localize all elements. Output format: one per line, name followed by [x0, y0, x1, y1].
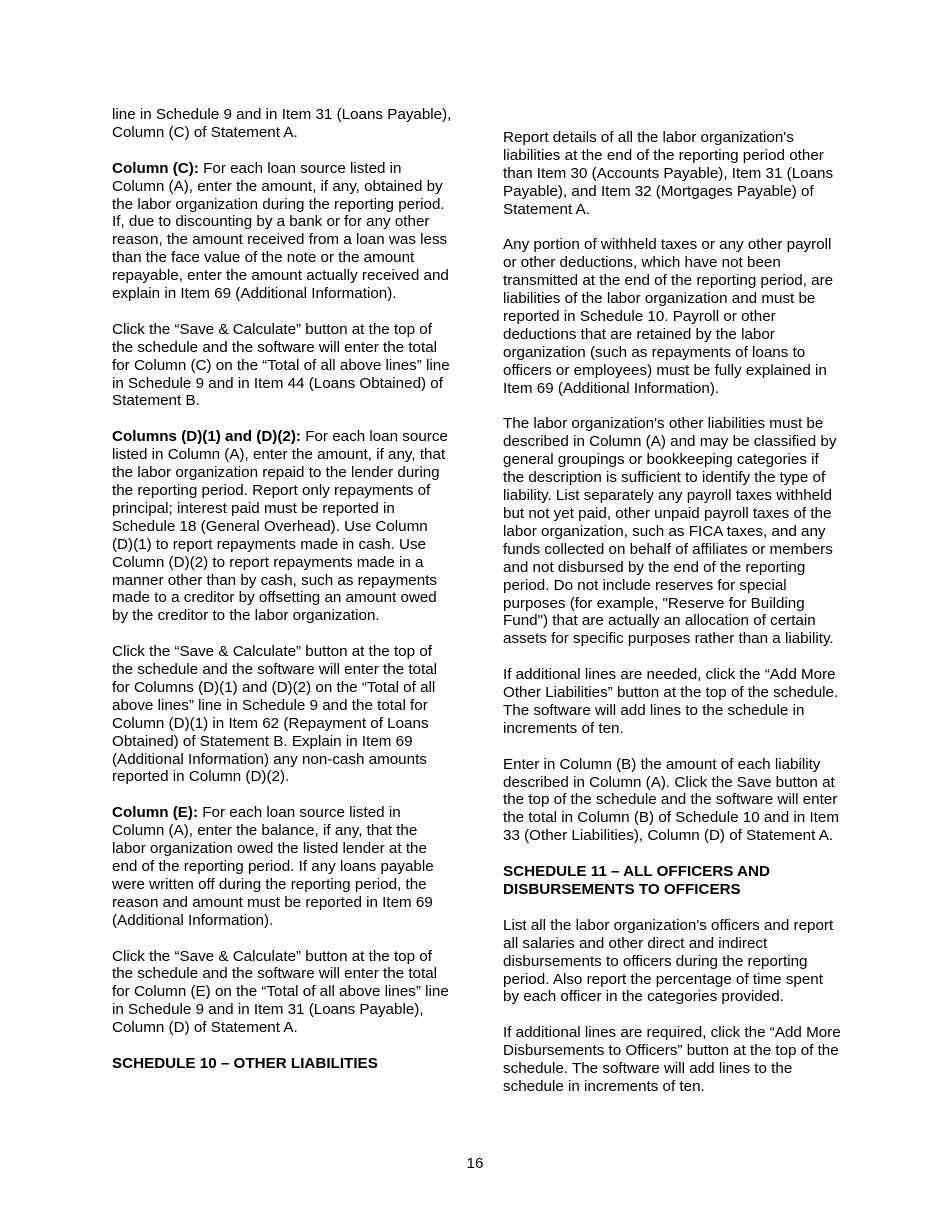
paragraph-add-lines-10: If additional lines are needed, click the “Add More Other Liabilities” button at the top of the schedule. The software will add lines to the schedule in increments of ten.	[503, 666, 839, 737]
left-column	[112, 106, 452, 1091]
paragraph-save-calc-d: Click the “Save & Calculate” button at the top of the schedule and the software will enter the total for Columns (D)(1) and (D)(2) on the “Total of all above lines” line in Schedule 9 and the total for Column (D)(1) in Item 62 (Repayment of Loans Obtained) of Statement B. Explain in Item 69 (Additional Information) any non-cash amounts reported in Column (D)(2).	[112, 643, 438, 786]
paragraph-column-e	[112, 804, 452, 929]
right-column	[503, 129, 843, 1114]
paragraph-withheld-taxes: Any portion of withheld taxes or any other payroll or other deductions, which have not been transmitted at the end of the reporting period, are liabilities of the labor organization and must be reported in Schedule 10. Payroll or other deductions that are retained by the labor organization (such as repayments of loans to officers or employees) must be fully explained in Item 69 (Additional Information).	[503, 236, 834, 397]
term-columns-d: Columns (D)(1) and (D)(2):	[112, 428, 301, 446]
heading-schedule-10: SCHEDULE 10 – OTHER LIABILITIES	[112, 1054, 378, 1072]
paragraph-officers: List all the labor organization's officers and report all salaries and other direct and indirect disbursements to officers during the reporting period. Also report the percentage of time spent by each officer in the categories provided.	[503, 916, 834, 1006]
heading-schedule-11: SCHEDULE 11 – ALL OFFICERS AND DISBURSEMENTS TO OFFICERS	[503, 863, 770, 898]
paragraph-report-details: Report details of all the labor organization's liabilities at the end of the reporting period other than Item 30 (Accounts Payable), Item 31 (Loans Payable), and Item 32 (Mortgages Payable) of Statement A.	[503, 129, 834, 218]
term-column-e: Column (E):	[112, 804, 199, 822]
paragraph-save-calc-e: Click the “Save & Calculate” button at the top of the schedule and the software will enter the total for Column (E) on the “Total of all above lines” line in Schedule 9 and in Item 31 (Loans Payable), Column (D) of Statement A.	[112, 947, 449, 1037]
paragraph-column-b: Enter in Column (B) the amount of each liability described in Column (A). Click the Save button at the top of the schedule and the software will enter the total in Column (B) of Schedule 10 and in Item 33 (Other Liabilities), Column (D) of Statement A.	[503, 755, 840, 845]
paragraph-add-lines-11: If additional lines are required, click the “Add More Disbursements to Officers” button at the top of the schedule. The software will add lines to the schedule in increments of ten.	[503, 1024, 841, 1095]
page-number: 16	[466, 1155, 484, 1172]
term-column-c: Column (C):	[112, 159, 199, 177]
paragraph-continuation: line in Schedule 9 and in Item 31 (Loans Payable), Column (C) of Statement A.	[112, 106, 452, 141]
paragraph-save-calc-c: Click the “Save & Calculate” button at the top of the schedule and the software will enter the total for Column (C) on the “Total of all above lines” line in Schedule 9 and in Item 44 (Loans Obtained) of Statement B.	[112, 320, 450, 410]
text-column-c: For each loan source listed in Column (A), enter the amount, if any, obtained by the labor organization during the reporting period. If, due to discounting by a bank or for any other reason, the amount received from a loan was less than the face value of the note or the amount repayable, enter the amount actually received and explain in Item 69 (Additional Information).	[112, 159, 449, 303]
text-column-e: For each loan source listed in Column (A), enter the balance, if any, that the labor organization owed the listed lender at the end of the reporting period. If any loans payable were written off during the reporting period, the reason and amount must be reported in Item 69 (Additional Information).	[112, 804, 434, 929]
paragraph-column-c	[112, 160, 452, 303]
text-columns-d: For each loan source listed in Column (A), enter the amount, if any, that the labor organization repaid to the lender during the reporting period. Report only repayments of principal; interest paid must be reported in Schedule 18 (General Overhead). Use Column (D)(1) to report repayments made in cash. Use Column (D)(2) to report repayments made in a manner other than by cash, such as repayments made to a creditor by offsetting an amount owed by the creditor to the labor organization.	[112, 428, 448, 625]
paragraph-columns-d	[112, 428, 452, 625]
paragraph-other-liabilities: The labor organization's other liabilities must be described in Column (A) and may be classified by general groupings or bookkeeping categories if the description is sufficient to identify the type of liability. List separately any payroll taxes withheld but not yet paid, other unpaid payroll taxes of the labor organization, such as FICA taxes, and any funds collected on behalf of affiliates or members and not disbursed by the end of the reporting period. Do not include reserves for special purposes (for example, "Reserve for Building Fund") that are actually an allocation of certain assets for specific purposes rather than a liability.	[503, 415, 837, 648]
